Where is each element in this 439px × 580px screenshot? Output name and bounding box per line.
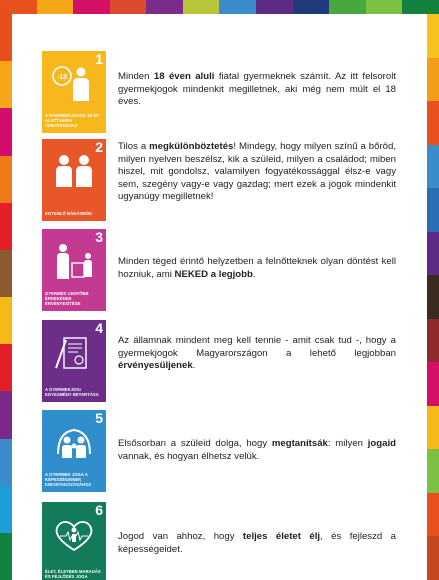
right-strip-segment-13 xyxy=(427,536,439,580)
top-bar-segment-3 xyxy=(73,0,110,14)
right-strip-segment-9 xyxy=(427,362,439,406)
body-text: Az államnak mindent meg kell tennie - amit csak tud -, hogy a gyermekjogok Magyarországon a lehető legjobban xyxy=(118,335,396,359)
top-color-bar xyxy=(0,0,439,14)
body-text: ! Mindegy, hogy milyen színű a bőröd, milyen nyelven beszélsz, kik a szüleid, milyen a családod; miben hiszel, mit gondolsz, valamilyen fogyatékossággal élsz-e vagy sem, szegény vagy-e vagy gazdag; mert ezek a jogok mindenkit ugyanúgy megilletnek! xyxy=(118,141,396,203)
tile-label: GYERMEK LEGFŐBB ÉRDEKÉNEK ÉRVÉNYESÍTÉSE xyxy=(45,291,89,306)
tile-number: 6 xyxy=(95,502,103,518)
tile-number: 2 xyxy=(95,139,103,155)
emphasis-text: NEKED a legjobb xyxy=(174,268,253,280)
body-text: . xyxy=(252,268,256,280)
emphasis-text: megtanítsák xyxy=(271,438,328,449)
body-text: Minden téged érintő helyzetben a felnőtteknek olyan döntést kell hozniuk, ami xyxy=(118,256,396,280)
tile-number: 5 xyxy=(95,410,103,426)
left-strip-segment-10 xyxy=(0,439,12,486)
left-strip-segment-12 xyxy=(0,533,12,580)
body-text: Jogod van ahhoz, hogy xyxy=(118,531,243,542)
right-tile-5 xyxy=(42,410,106,492)
left-strip-segment-6 xyxy=(0,250,12,297)
emphasis-text: jogaid xyxy=(367,438,396,449)
top-bar-segment-2 xyxy=(37,0,74,14)
left-strip-segment-8 xyxy=(0,344,12,391)
right-text-3 xyxy=(118,256,396,281)
body-text: : milyen xyxy=(327,438,368,449)
top-bar-segment-12 xyxy=(402,0,439,14)
page xyxy=(12,14,427,580)
right-tile-1 xyxy=(42,51,106,133)
top-bar-segment-8 xyxy=(256,0,293,14)
tile-label: A GYERMEKJOGI EGYEZMÉNY BETARTÁSA xyxy=(45,387,99,397)
emphasis-text: teljes életet élj xyxy=(242,531,321,542)
body-text: vannak, és hogyan élhetsz velük. xyxy=(118,450,260,462)
top-bar-segment-6 xyxy=(183,0,220,14)
left-strip-segment-4 xyxy=(0,156,12,203)
right-strip-segment-7 xyxy=(427,275,439,319)
left-color-strip xyxy=(0,14,12,580)
right-strip-segment-8 xyxy=(427,319,439,363)
document-pen-icon xyxy=(52,334,96,372)
tile-label: EGYENLŐ BÁNÁSMÓD xyxy=(45,211,93,216)
left-strip-segment-2 xyxy=(0,61,12,108)
right-tile-3 xyxy=(42,229,106,311)
right-strip-segment-4 xyxy=(427,145,439,189)
right-strip-segment-2 xyxy=(427,58,439,102)
right-strip-segment-5 xyxy=(427,188,439,232)
tile-label: ÉLET, ÉLETBEN MARADÁS ÉS FEJLŐDÉS JOGA xyxy=(45,569,101,579)
heart-life-icon xyxy=(52,516,96,554)
body-text: Tilos a xyxy=(118,141,150,152)
body-text: , és fejleszd a képességeidet. xyxy=(118,531,396,555)
right-tile-4 xyxy=(42,320,106,402)
top-bar-segment-9 xyxy=(293,0,330,14)
tile-label: A GYERMEKJOGOK 18 ÉV ALATTIAKRA VONATKOZNAK xyxy=(45,113,99,128)
top-bar-segment-5 xyxy=(146,0,183,14)
left-strip-segment-9 xyxy=(0,391,12,438)
right-tile-2 xyxy=(42,139,106,221)
emphasis-text: 18 éven aluli xyxy=(153,71,215,82)
right-text-2 xyxy=(118,141,396,204)
tile-number: 3 xyxy=(95,229,103,245)
body-text: Minden xyxy=(118,71,154,82)
right-strip-segment-10 xyxy=(427,406,439,450)
children-equal-icon xyxy=(52,153,96,191)
emphasis-text: érvényesüljenek xyxy=(118,360,193,372)
top-bar-segment-10 xyxy=(329,0,366,14)
tile-number: 4 xyxy=(95,320,103,336)
right-text-4 xyxy=(118,335,396,373)
right-color-strip xyxy=(427,14,439,580)
top-bar-segment-1 xyxy=(0,0,37,14)
tile-label: A GYERMEK JOGA A KÉPESSÉGEINEK KIBONTAKOZÁSÁHOZ xyxy=(45,472,92,487)
right-strip-segment-11 xyxy=(427,449,439,493)
body-text: Elsősorban a szüleid dolga, hogy xyxy=(118,438,272,449)
right-tile-6 xyxy=(42,502,106,580)
right-strip-segment-1 xyxy=(427,14,439,58)
emphasis-text: megkülönböztetés xyxy=(149,141,234,152)
left-strip-segment-1 xyxy=(0,14,12,61)
child-under-18-icon xyxy=(52,65,96,103)
left-strip-segment-3 xyxy=(0,108,12,155)
body-text: . xyxy=(192,360,196,372)
top-bar-segment-11 xyxy=(366,0,403,14)
family-icon xyxy=(52,424,96,462)
body-text: fiatal gyermeknek számít. Az itt felsorolt gyermekjogok mindenkit megilletnek, aki még nem múlt el 18 éves. xyxy=(118,71,396,108)
right-text-1 xyxy=(118,71,396,109)
top-bar-segment-7 xyxy=(219,0,256,14)
right-strip-segment-12 xyxy=(427,493,439,537)
right-text-6 xyxy=(118,531,396,556)
left-strip-segment-11 xyxy=(0,486,12,533)
right-text-5 xyxy=(118,438,396,463)
svg-text:-18: -18 xyxy=(56,74,68,81)
right-strip-segment-6 xyxy=(427,232,439,276)
left-strip-segment-7 xyxy=(0,297,12,344)
top-bar-segment-4 xyxy=(110,0,147,14)
tile-number: 1 xyxy=(95,51,103,67)
adult-child-icon xyxy=(52,243,96,281)
left-strip-segment-5 xyxy=(0,203,12,250)
right-strip-segment-3 xyxy=(427,101,439,145)
